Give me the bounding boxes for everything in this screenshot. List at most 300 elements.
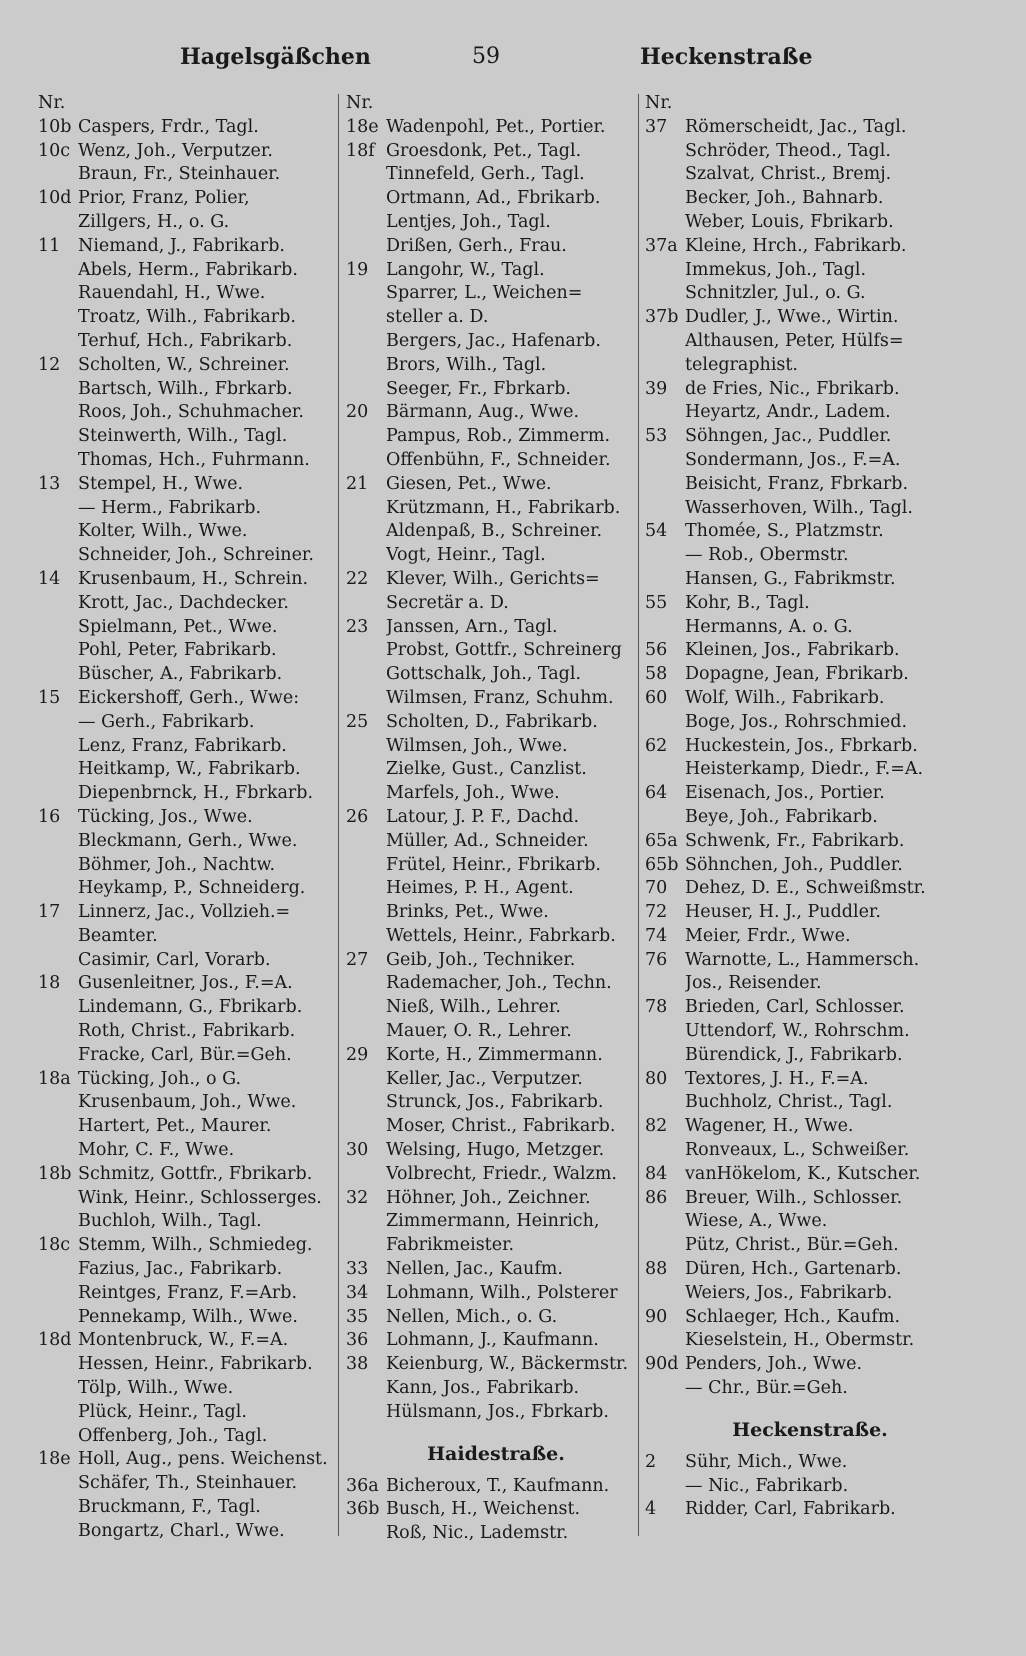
house-number: 65b [645,854,679,875]
directory-entry [645,996,975,1020]
directory-entry [38,1210,348,1234]
resident-entry: Kann, Jos., Fabrikarb. [386,1378,580,1399]
nr-label: Nr. [38,93,66,113]
directory-entry [346,1377,646,1401]
directory-entry [346,1234,646,1258]
directory-entry [38,1163,348,1187]
house-number: 29 [346,1044,369,1065]
directory-entry [38,663,348,687]
directory-entry [38,449,348,473]
directory-entry [645,639,975,663]
house-number [346,306,386,330]
house-number [645,972,685,996]
house-number [645,473,685,497]
directory-entry [38,782,348,806]
resident-entry: Caspers, Frdr., Tagl. [78,116,259,137]
house-number: 37b [645,307,679,328]
directory-entry [38,925,348,949]
house-number [38,259,78,283]
house-number: 36b [346,1499,380,1520]
resident-entry: Rademacher, Joh., Techn. [386,973,612,994]
house-number: 18e [38,1449,71,1470]
resident-entry: Gusenleitner, Jos., F.=A. [78,973,293,994]
directory-entry [38,1472,348,1496]
directory-entry [38,877,348,901]
house-number [346,1163,386,1187]
house-number [346,1377,386,1401]
house-number [346,972,386,996]
house-number [645,449,685,473]
resident-entry: Ridder, Carl, Fabrikarb. [685,1499,896,1520]
directory-entry [645,497,975,521]
resident-entry: Spielmann, Pet., Wwe. [78,616,278,637]
resident-entry: Klever, Wilh., Gerichts= [386,568,600,589]
house-number [38,592,78,616]
resident-entry: Lentjes, Joh., Tagl. [386,211,551,232]
directory-entry [645,1139,975,1163]
house-number: 18a [38,1068,71,1089]
directory-entry [645,1115,975,1139]
house-number: 56 [645,640,668,661]
resident-entry: Holl, Aug., pens. Weichenst. [78,1449,328,1470]
directory-entry [645,949,975,973]
resident-entry: Latour, J. P. F., Dachd. [386,806,580,827]
resident-entry: Zillgers, H., o. G. [78,211,230,232]
house-number: 18b [38,1163,72,1184]
directory-entry [38,972,348,996]
directory-entry [38,639,348,663]
resident-entry: Sparrer, L., Weichen= [386,283,583,304]
house-number [38,425,78,449]
directory-entry [38,1496,348,1520]
directory-entry [346,1498,646,1522]
directory-entry [346,996,646,1020]
directory-entry [38,758,348,782]
resident-entry: Schnitzler, Jul., o. G. [685,283,866,304]
resident-entry: Beamter. [78,925,158,946]
resident-entry: Keienburg, W., Bäckermstr. [386,1354,629,1375]
house-number: 74 [645,925,668,946]
house-number [38,378,78,402]
house-number: 25 [346,711,369,732]
house-number: 60 [645,687,668,708]
resident-entry: Schwenk, Fr., Fabrikarb. [685,830,905,851]
house-number [38,520,78,544]
page-header [0,44,1026,78]
resident-entry: Rauendahl, H., Wwe. [78,283,266,304]
house-number [346,544,386,568]
directory-entry [346,877,646,901]
directory-entry [645,473,975,497]
house-number: 36 [346,1330,369,1351]
house-number [346,282,386,306]
house-number: 33 [346,1259,369,1280]
house-number [346,1115,386,1139]
resident-entry: Niemand, J., Fabrikarb. [78,235,285,256]
house-number [645,806,685,830]
house-number: 88 [645,1259,668,1280]
directory-entry [38,140,348,164]
directory-entry [38,401,348,425]
house-number [38,1115,78,1139]
house-number [645,1282,685,1306]
directory-entry [645,1306,975,1330]
resident-entry: Pohl, Peter, Fabrikarb. [78,640,277,661]
house-number: 18e [346,116,379,137]
directory-entry [346,449,646,473]
house-number: 72 [645,902,668,923]
directory-entry [38,996,348,1020]
directory-entry [645,187,975,211]
directory-entry [38,1306,348,1330]
resident-entry: Terhuf, Hch., Fabrikarb. [78,330,293,351]
resident-entry: Drißen, Gerh., Frau. [386,235,567,256]
resident-entry: Beye, Joh., Fabrikarb. [685,806,878,827]
resident-entry: Buchloh, Wilh., Tagl. [78,1211,262,1232]
directory-entry [346,1401,646,1425]
resident-entry: Dopagne, Jean, Fbrikarb. [685,664,909,685]
directory-entry [38,235,348,259]
house-number [645,1329,685,1353]
resident-entry: Wiese, A., Wwe. [685,1211,828,1232]
directory-entry [346,782,646,806]
house-number: 90 [645,1306,668,1327]
directory-entry [346,687,646,711]
house-number: 12 [38,354,61,375]
house-number [346,854,386,878]
resident-entry: Wenz, Joh., Verputzer. [78,140,273,161]
house-number [346,592,386,616]
directory-entry [645,711,975,735]
directory-entry [346,854,646,878]
directory-entry [645,806,975,830]
house-number [645,211,685,235]
house-number: 14 [38,568,61,589]
directory-entry [645,1282,975,1306]
house-number [645,282,685,306]
house-number [645,1210,685,1234]
directory-entry [38,1425,348,1449]
house-number: 18f [346,140,375,161]
resident-entry: Römerscheidt, Jac., Tagl. [685,116,907,137]
directory-entry [38,520,348,544]
directory-entry [645,1498,975,1522]
resident-entry: Heisterkamp, Diedr., F.=A. [685,759,924,780]
directory-entry [346,211,646,235]
house-number [346,187,386,211]
directory-entry [346,425,646,449]
resident-entry: Textores, J. H., F.=A. [685,1068,869,1089]
house-number: 76 [645,949,668,970]
directory-entry [38,1520,348,1544]
resident-entry: Bleckmann, Gerh., Wwe. [78,830,298,851]
directory-entry [645,378,975,402]
house-number: 26 [346,806,369,827]
resident-entry: Ortmann, Ad., Fbrikarb. [386,188,601,209]
resident-entry: Nieß, Wilh., Lehrer. [386,997,561,1018]
house-number [38,854,78,878]
house-number [38,925,78,949]
resident-entry: Krützmann, H., Fabrikarb. [386,497,621,518]
directory-entry [645,592,975,616]
resident-entry: Weber, Louis, Fbrikarb. [685,211,894,232]
directory-entry [38,568,348,592]
house-number [346,639,386,663]
house-number [346,425,386,449]
directory-entry [346,972,646,996]
house-number: 34 [346,1282,369,1303]
directory-entry [346,1020,646,1044]
resident-entry: Uttendorf, W., Rohrschm. [685,1021,910,1042]
resident-entry: Pütz, Christ., Bür.=Geh. [685,1235,899,1256]
directory-entry [645,1210,975,1234]
resident-entry: — Rob., Obermstr. [685,545,849,566]
directory-entry [346,378,646,402]
resident-entry: Mohr, C. F., Wwe. [78,1140,235,1161]
house-number: 58 [645,664,668,685]
resident-entry: Mauer, O. R., Lehrer. [386,1021,572,1042]
directory-entry [645,758,975,782]
resident-entry: Lohmann, J., Kaufmann. [386,1330,599,1351]
house-number: 35 [346,1306,369,1327]
house-number: 17 [38,902,61,923]
nr-label: Nr. [645,93,673,113]
resident-entry: Müller, Ad., Schneider. [386,830,589,851]
directory-entry [645,1377,975,1401]
resident-entry: Tinnefeld, Gerh., Tagl. [386,164,585,185]
directory-entry [645,1091,975,1115]
resident-entry: Troatz, Wilh., Fabrikarb. [78,307,296,328]
directory-entry [38,1401,348,1425]
directory-entry [346,639,646,663]
resident-entry: Warnotte, L., Hammersch. [685,949,920,970]
house-number [38,758,78,782]
directory-entry [38,116,348,140]
house-number [645,330,685,354]
house-number: 30 [346,1140,369,1161]
directory-entry [346,282,646,306]
house-number: 37a [645,235,678,256]
directory-entry [346,330,646,354]
house-number: 32 [346,1187,369,1208]
house-number: 64 [645,783,668,804]
resident-entry: Wink, Heinr., Schlosserges. [78,1187,322,1208]
directory-entry [38,711,348,735]
directory-entry [38,806,348,830]
house-number: 16 [38,806,61,827]
resident-entry: Krusenbaum, Joh., Wwe. [78,1092,297,1113]
resident-entry: Heimes, P. H., Agent. [386,878,574,899]
house-number: 21 [346,473,369,494]
house-number [38,663,78,687]
directory-entry [38,1258,348,1282]
directory-entry [346,568,646,592]
resident-entry: Tücking, Joh., o G. [78,1068,242,1089]
house-number: 55 [645,592,668,613]
resident-entry: Büscher, A., Fabrikarb. [78,664,283,685]
directory-entry [346,1522,646,1546]
directory-entry [346,1329,646,1353]
directory-entry [38,1020,348,1044]
house-number: 27 [346,949,369,970]
directory-entry [38,735,348,759]
resident-entry: Plück, Heinr., Tagl. [78,1401,247,1422]
house-number [346,901,386,925]
house-number [38,1401,78,1425]
header-right-street: Heckenstraße [640,44,813,70]
house-number [645,354,685,378]
directory-entry [38,425,348,449]
house-number [346,354,386,378]
directory-entry [346,1306,646,1330]
house-number [346,1068,386,1092]
section-title-haidestrasse: Haidestraße. [427,1442,565,1465]
directory-entry [346,830,646,854]
house-number [38,306,78,330]
house-number [346,497,386,521]
directory-entry [645,282,975,306]
directory-entry [645,544,975,568]
house-number: 80 [645,1068,668,1089]
resident-entry: Schlaeger, Hch., Kaufm. [685,1306,901,1327]
directory-entry [38,1377,348,1401]
resident-entry: Scholten, D., Fabrikarb. [386,711,598,732]
house-number: 84 [645,1163,668,1184]
house-number [38,211,78,235]
house-number [346,330,386,354]
resident-entry: Zielke, Gust., Canzlist. [386,759,587,780]
house-number [346,663,386,687]
house-number [346,1234,386,1258]
resident-entry: Söhngen, Jac., Puddler. [685,426,892,447]
house-number [346,163,386,187]
house-number [38,1425,78,1449]
house-number [645,1091,685,1115]
resident-entry: Abels, Herm., Fabrikarb. [78,259,298,280]
directory-entry [38,259,348,283]
house-number [346,449,386,473]
resident-entry: Wilmsen, Franz, Schuhm. [386,687,614,708]
house-number [645,568,685,592]
house-number [38,1520,78,1544]
resident-entry: Langohr, W., Tagl. [386,259,545,280]
directory-entry [645,1234,975,1258]
resident-entry: Szalvat, Christ., Bremj. [685,164,892,185]
house-number: 39 [645,378,668,399]
directory-entry [645,687,975,711]
house-number: 54 [645,521,668,542]
resident-entry: Geib, Joh., Techniker. [386,949,576,970]
resident-entry: Stemm, Wilh., Schmiedeg. [78,1235,313,1256]
directory-entry [346,306,646,330]
resident-entry: Becker, Joh., Bahnarb. [685,188,884,209]
directory-entry [346,1353,646,1377]
house-number: 82 [645,1116,668,1137]
resident-entry: Pennekamp, Wilh., Wwe. [78,1306,298,1327]
house-number [346,1401,386,1425]
resident-entry: Kleine, Hrch., Fabrikarb. [685,235,907,256]
directory-entry [346,758,646,782]
resident-entry: Bärmann, Aug., Wwe. [386,402,580,423]
resident-entry: Penders, Joh., Wwe. [685,1354,863,1375]
directory-entry [346,520,646,544]
resident-entry: Frütel, Heinr., Fbrikarb. [386,854,601,875]
resident-entry: Thomée, S., Platzmstr. [685,521,884,542]
directory-entry [38,187,348,211]
directory-entry [645,1475,975,1499]
directory-entry [346,806,646,830]
resident-entry: Diepenbrnck, H., Fbrkarb. [78,783,314,804]
resident-entry: Roth, Christ., Fabrikarb. [78,1021,296,1042]
house-number [38,1210,78,1234]
resident-entry: Welsing, Hugo, Metzger. [386,1140,605,1161]
directory-entry [645,877,975,901]
house-number: 90d [645,1354,679,1375]
directory-entry [645,259,975,283]
directory-entry [38,901,348,925]
resident-entry: Lindemann, G., Fbrikarb. [78,997,303,1018]
directory-entry [645,830,975,854]
directory-entry [346,1115,646,1139]
resident-entry: Fracke, Carl, Bür.=Geh. [78,1044,292,1065]
directory-entry [645,1163,975,1187]
house-number [38,949,78,973]
house-number [645,616,685,640]
directory-entry [38,378,348,402]
resident-entry: Nellen, Mich., o. G. [386,1306,558,1327]
directory-entry [346,925,646,949]
directory-entry [346,1187,646,1211]
header-left-street: Hagelsgäßchen [180,44,371,70]
house-number [38,1258,78,1282]
resident-entry: Bicheroux, T., Kaufmann. [386,1475,610,1496]
house-number [38,1496,78,1520]
house-number [38,1282,78,1306]
directory-entry [645,1353,975,1377]
resident-entry: Höhner, Joh., Zeichner. [386,1187,591,1208]
house-number [346,925,386,949]
resident-entry: Breuer, Wilh., Schlosser. [685,1187,903,1208]
resident-entry: — Nic., Fabrikarb. [685,1475,849,1496]
resident-entry: Wettels, Heinr., Fabrkarb. [386,925,616,946]
house-number [645,711,685,735]
house-number [645,1377,685,1401]
house-number [38,1020,78,1044]
resident-entry: Wilmsen, Joh., Wwe. [386,735,568,756]
resident-entry: Hermanns, A. o. G. [685,616,853,637]
house-number: 70 [645,878,668,899]
house-number [38,877,78,901]
resident-entry: Kohr, B., Tagl. [685,592,810,613]
directory-entry [346,735,646,759]
house-number [645,758,685,782]
directory-entry [38,282,348,306]
directory-entry [38,473,348,497]
resident-entry: Moser, Christ., Fabrikarb. [386,1116,616,1137]
resident-entry: Krusenbaum, H., Schrein. [78,568,309,589]
house-number: 65a [645,830,678,851]
resident-entry: Offenbühn, F., Schneider. [386,449,611,470]
resident-entry: Düren, Hch., Gartenarb. [685,1259,902,1280]
directory-entry [346,616,646,640]
resident-entry: Fazius, Jac., Fabrikarb. [78,1259,283,1280]
directory-entry [346,235,646,259]
directory-entry [346,1068,646,1092]
directory-entry [346,1091,646,1115]
resident-entry: Janssen, Arn., Tagl. [386,616,558,637]
directory-entry [645,1020,975,1044]
nr-label: Nr. [346,93,374,113]
